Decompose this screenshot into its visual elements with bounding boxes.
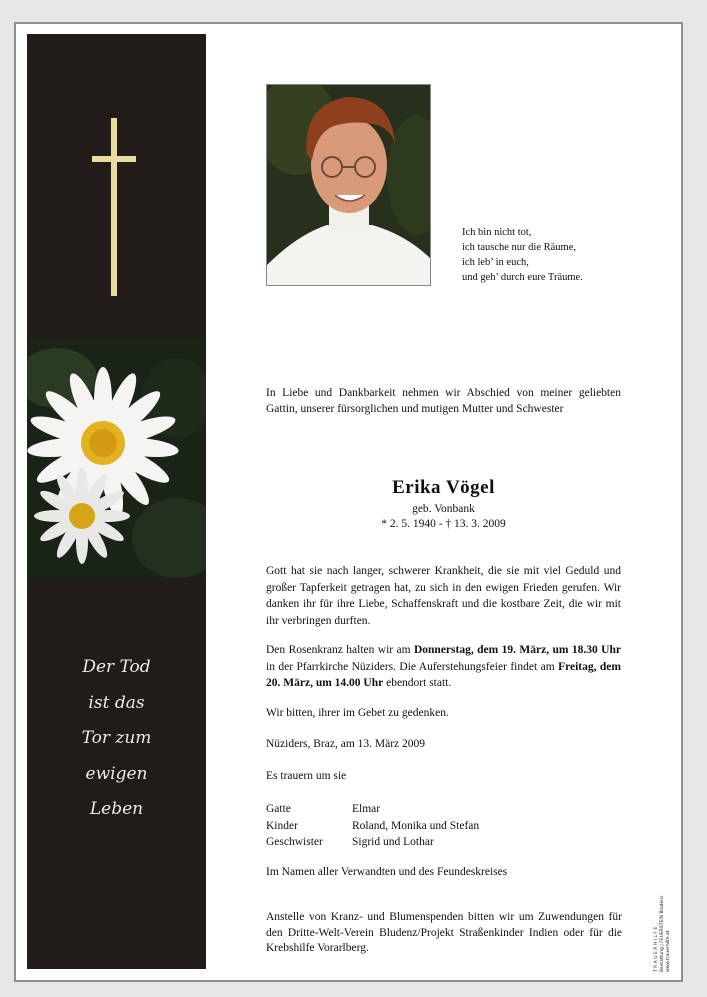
prayer-line: Wir bitten, ihrer im Gebet zu gedenken. <box>266 707 449 719</box>
relative-role: Gatte <box>266 803 291 815</box>
relative-row <box>266 834 479 851</box>
side-quote-line: Tor zum <box>81 728 152 748</box>
relative-role: Geschwister <box>266 836 323 848</box>
side-quote-line: Der Tod <box>82 657 151 677</box>
stamp-line: T R A U E R H I L F E <box>654 926 659 972</box>
relative-names: Roland, Monika und Stefan <box>352 819 480 832</box>
side-quote-line: Leben <box>89 799 144 819</box>
stamp-line: www.trauerhilfe.at <box>666 930 671 972</box>
relative-names: Sigrid und Lothar <box>352 836 434 848</box>
cross-icon <box>92 118 136 296</box>
poem-line: ich tausche nur die Räume, <box>462 242 577 253</box>
portrait-photo <box>266 84 431 286</box>
poem-line: Ich bin nicht tot, <box>462 227 532 238</box>
funeral-date: Freitag, dem 20. März, um 14.00 Uhr <box>266 660 621 689</box>
side-quote <box>27 650 206 828</box>
rosary-text: ebendort statt. <box>383 677 452 689</box>
poem-line: ich leb’ in euch, <box>462 257 529 268</box>
poem <box>462 225 583 285</box>
relative-names: Elmar <box>352 803 381 815</box>
relative-row <box>266 818 479 835</box>
portrait-image <box>267 85 431 286</box>
birth-name: geb. Vonbank <box>412 503 475 515</box>
life-dates: * 2. 5. 1940 - † 13. 3. 2009 <box>381 518 506 530</box>
place-date: Nüziders, Braz, am 13. März 2009 <box>266 738 426 750</box>
stamp-line: Bestattung | FEUERSTEIN Bludenz <box>660 895 665 972</box>
family-line: Im Namen aller Verwandten und des Feundeskreises <box>266 866 508 878</box>
side-quote-line: ist das <box>88 692 145 713</box>
intro-text: In Liebe und Dankbarkeit nehmen wir Abschied von meiner geliebten Gattin, unserer fürsorglichen und mutigen Mutter und Schwester <box>266 387 621 415</box>
rosary-date: Donnerstag, dem 19. März, um 18.30 Uhr <box>413 644 621 656</box>
relative-role: Kinder <box>266 819 298 832</box>
body-paragraph: Gott hat sie nach langer, schwerer Krankheit, die sie mit viel Geduld und großer Tapferkeit getragen hat, zu sich in den ewigen Frieden gerufen. Wir danken ihr für ihre Liebe, Schaffenskraft und die kostbare Zeit, die wir mit ihr verbringen durften. <box>266 565 621 627</box>
rosary-paragraph <box>266 642 621 692</box>
rosary-text: Den Rosenkranz halten wir am <box>266 644 414 656</box>
poem-line: und geh’ durch eure Träume. <box>462 272 583 283</box>
relatives-list <box>266 801 479 851</box>
daisy-image <box>27 338 206 578</box>
deceased-name: Erika Vögel <box>392 477 495 498</box>
mourners-heading: Es trauern um sie <box>266 770 347 782</box>
funeral-home-stamp <box>648 870 678 972</box>
rosary-text: in der Pfarrkirche Nüziders. Die Auferstehungsfeier findet am <box>266 660 559 673</box>
side-quote-line: ewigen <box>85 763 148 784</box>
donation-note: Anstelle von Kranz- und Blumenspenden bitten wir um Zuwendungen für den Dritte-Welt-Verein Bludenz/Projekt Straßenkinder Indien oder für die Krebshilfe Vorarlberg. <box>266 911 622 954</box>
relative-row <box>266 801 479 818</box>
